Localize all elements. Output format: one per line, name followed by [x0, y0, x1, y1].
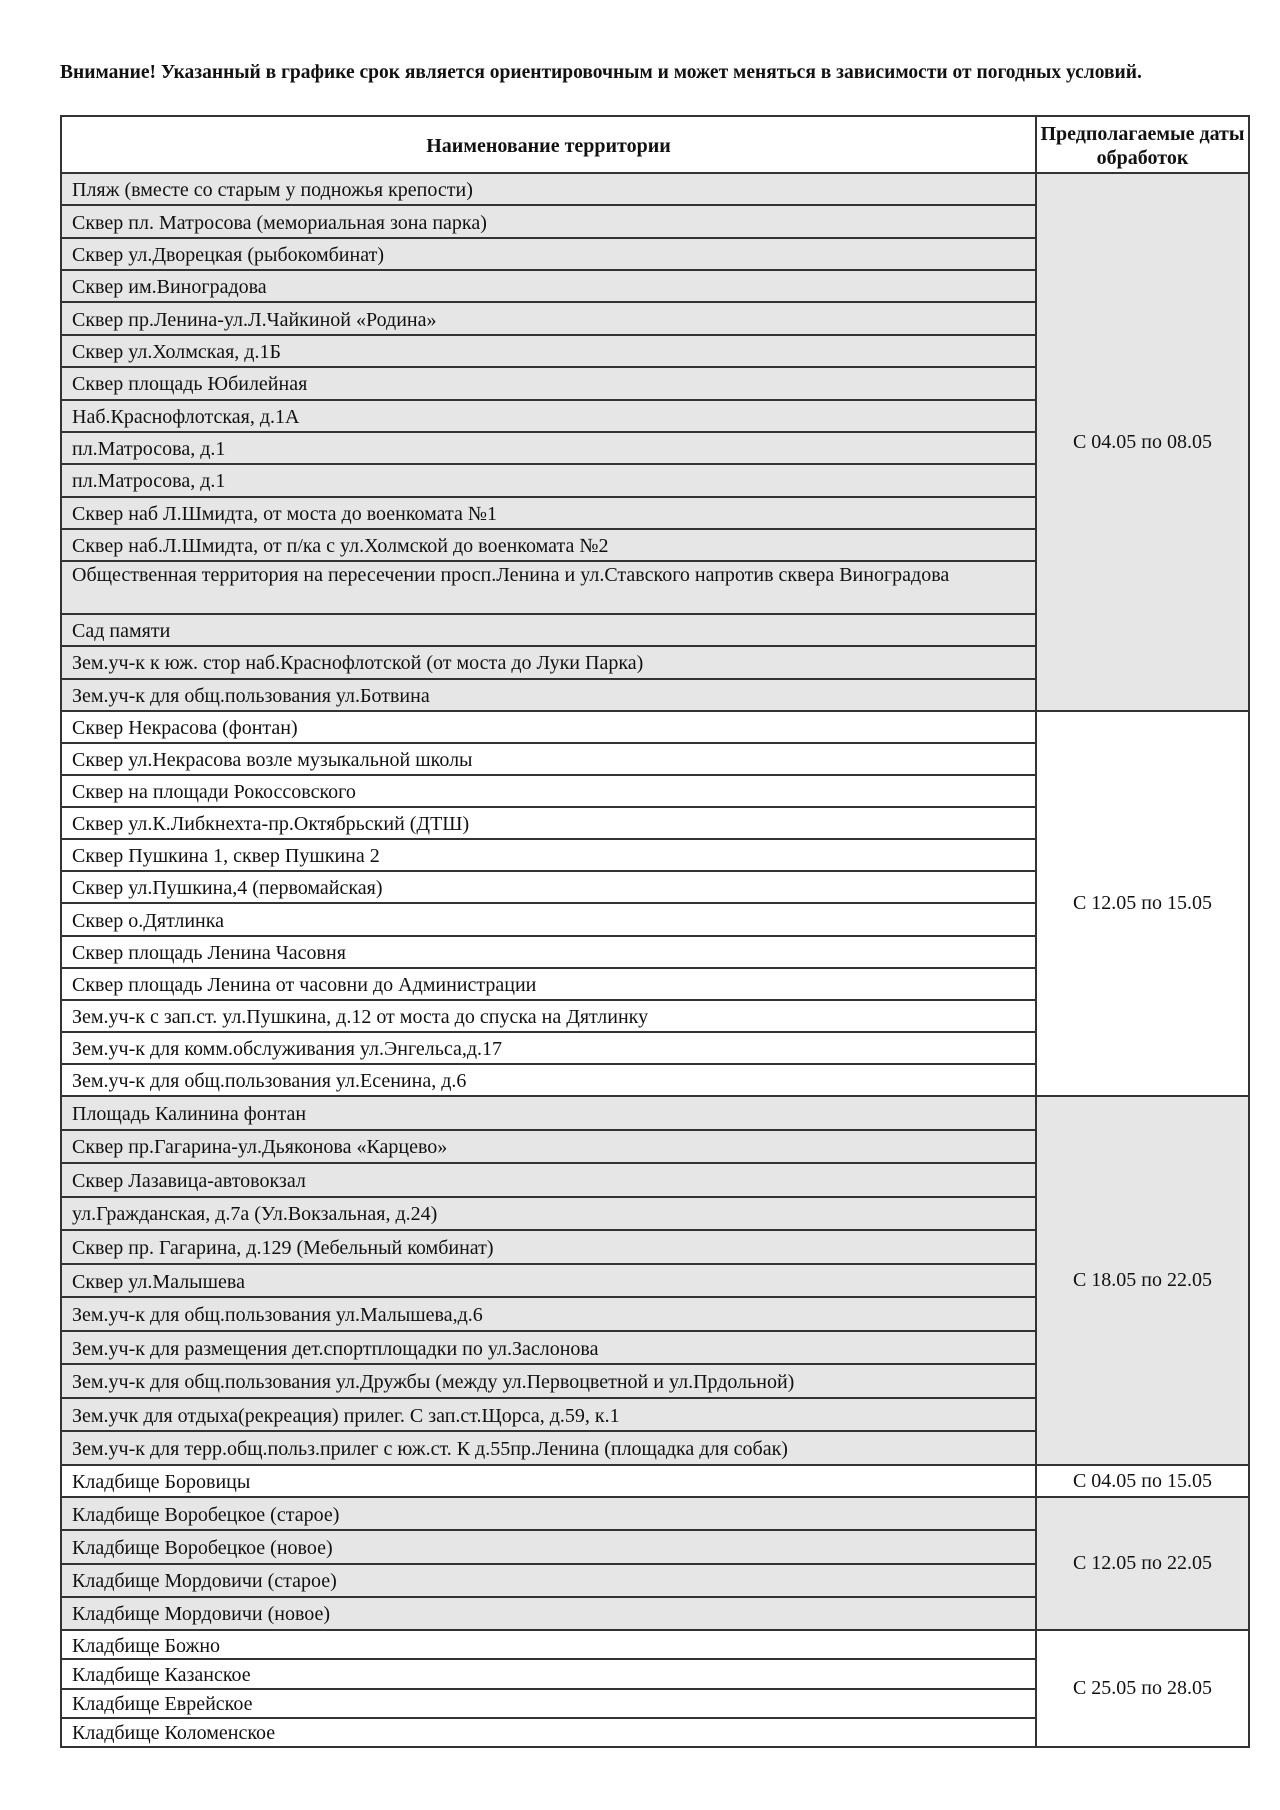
- territory-list: [62, 1097, 1037, 1464]
- territory-row: Сквер пр.Ленина-ул.Л.Чайкиной «Родина»: [62, 303, 1035, 335]
- territory-row: Сквер пл. Матросова (мемориальная зона парка): [62, 206, 1035, 238]
- territory-row: Общественная территория на пересечении просп.Ленина и ул.Ставского напротив сквера Виноградова: [62, 562, 1035, 615]
- territory-row: Сквер ул.Малышева: [62, 1265, 1035, 1299]
- header-treatment-dates: Предполагаемые даты обработок: [1040, 122, 1245, 169]
- territory-row: Сквер ул.К.Либкнехта-пр.Октябрьский (ДТШ): [62, 808, 1035, 840]
- treatment-date-range: С 18.05 по 22.05: [1072, 1269, 1213, 1291]
- territory-row: Сквер Некрасова (фонтан): [62, 712, 1035, 744]
- territory-row: Кладбище Воробецкое (старое): [62, 1498, 1035, 1531]
- treatment-schedule-table: [60, 115, 1250, 1748]
- territory-row: Кладбище Мордовичи (старое): [62, 1565, 1035, 1598]
- territory-row: Кладбище Божно: [62, 1631, 1035, 1660]
- schedule-group: [62, 1464, 1248, 1496]
- territory-row: Сквер ул.Дворецкая (рыбокомбинат): [62, 239, 1035, 271]
- territory-row: Наб.Краснофлотская, д.1А: [62, 401, 1035, 433]
- territory-row: Зем.учк для отдыха(рекреация) прилег. С зап.ст.Щорса, д.59, к.1: [62, 1399, 1035, 1433]
- schedule-group: [62, 1095, 1248, 1464]
- header-territory-name: Наименование территории: [62, 117, 1037, 174]
- territory-list: [62, 1466, 1037, 1496]
- treatment-date-range: С 12.05 по 15.05: [1072, 892, 1213, 914]
- territory-row: Кладбище Коломенское: [72, 1722, 276, 1745]
- territory-row: Сквер наб.Л.Шмидта, от п/ка с ул.Холмской до военкомата №2: [62, 530, 1035, 562]
- territory-row: Зем.уч-к для общ.пользования ул.Ботвина: [72, 684, 430, 707]
- territory-row: Зем.уч-к для общ.пользования ул.Есенина, д.6: [72, 1069, 467, 1092]
- treatment-date-range: С 04.05 по 08.05: [1072, 430, 1213, 453]
- territory-row: Кладбище Мордовичи (новое): [72, 1603, 331, 1626]
- territory-list: [62, 174, 1037, 710]
- territory-row: Сквер ул.Некрасова возле музыкальной школы: [62, 744, 1035, 776]
- territory-row: Зем.уч-к к юж. стор наб.Краснофлотской (от моста до Луки Парка): [62, 647, 1035, 679]
- territory-row: Пляж (вместе со старым у подножья крепости): [62, 174, 1035, 206]
- territory-row: Кладбище Еврейское: [62, 1690, 1035, 1719]
- treatment-date-range: С 04.05 по 15.05: [1072, 1469, 1213, 1492]
- territory-row: Кладбище Воробецкое (новое): [62, 1531, 1035, 1564]
- territory-row: пл.Матросова, д.1: [62, 465, 1035, 497]
- territory-row: Сквер площадь Ленина от часовни до Администрации: [62, 969, 1035, 1001]
- territory-row: Зем.уч-к для комм.обслуживания ул.Энгельса,д.17: [62, 1033, 1035, 1065]
- treatment-date-range: С 12.05 по 22.05: [1072, 1552, 1213, 1574]
- territory-row: Сквер о.Дятлинка: [62, 904, 1035, 936]
- territory-row: ул.Гражданская, д.7а (Ул.Вокзальная, д.24): [62, 1198, 1035, 1232]
- territory-row: Сквер Лазавица-автовокзал: [62, 1164, 1035, 1198]
- weather-notice: Внимание! Указанный в графике срок является ориентировочным и может меняться в зависимости от погодных условий.: [60, 62, 1142, 83]
- territory-row: Сквер на площади Рокоссовского: [62, 776, 1035, 808]
- territory-row: Зем.уч-к для общ.пользования ул.Дружбы (между ул.Первоцветной и ул.Прдольной): [62, 1365, 1035, 1399]
- territory-row: Сквер ул.Холмская, д.1Б: [62, 336, 1035, 368]
- territory-row: Площадь Калинина фонтан: [62, 1097, 1035, 1131]
- territory-row: Сад памяти: [62, 615, 1035, 647]
- territory-row: Кладбище Казанское: [62, 1660, 1035, 1689]
- schedule-group: [62, 1496, 1248, 1629]
- territory-row: пл.Матросова, д.1: [62, 433, 1035, 465]
- territory-list: [62, 1498, 1037, 1629]
- territory-row: Сквер ул.Пушкина,4 (первомайская): [62, 872, 1035, 904]
- territory-row: Зем.уч-к с зап.ст. ул.Пушкина, д.12 от моста до спуска на Дятлинку: [62, 1001, 1035, 1033]
- territory-row: Сквер им.Виноградова: [62, 271, 1035, 303]
- territory-row: Сквер площадь Ленина Часовня: [62, 937, 1035, 969]
- schedule-group: [62, 1629, 1248, 1746]
- territory-row: Сквер Пушкина 1, сквер Пушкина 2: [62, 840, 1035, 872]
- schedule-group: [62, 710, 1248, 1095]
- territory-row: Сквер наб Л.Шмидта, от моста до военкомата №1: [62, 498, 1035, 530]
- territory-list: [62, 1631, 1037, 1746]
- treatment-date-range: С 25.05 по 28.05: [1072, 1677, 1213, 1699]
- schedule-group: [62, 172, 1248, 710]
- territory-row: Сквер пр. Гагарина, д.129 (Мебельный комбинат): [62, 1231, 1035, 1265]
- territory-row: Зем.уч-к для размещения дет.спортплощадки по ул.Заслонова: [62, 1332, 1035, 1366]
- territory-list: [62, 712, 1037, 1095]
- territory-row: Кладбище Боровицы: [72, 1471, 251, 1493]
- territory-row: Сквер пр.Гагарина-ул.Дьяконова «Карцево»: [62, 1131, 1035, 1165]
- territory-row: Зем.уч-к для общ.пользования ул.Малышева,д.6: [62, 1298, 1035, 1332]
- territory-row: Зем.уч-к для терр.общ.польз.прилег с юж.ст. К д.55пр.Ленина (площадка для собак): [72, 1438, 788, 1461]
- territory-row: Сквер площадь Юбилейная: [62, 368, 1035, 400]
